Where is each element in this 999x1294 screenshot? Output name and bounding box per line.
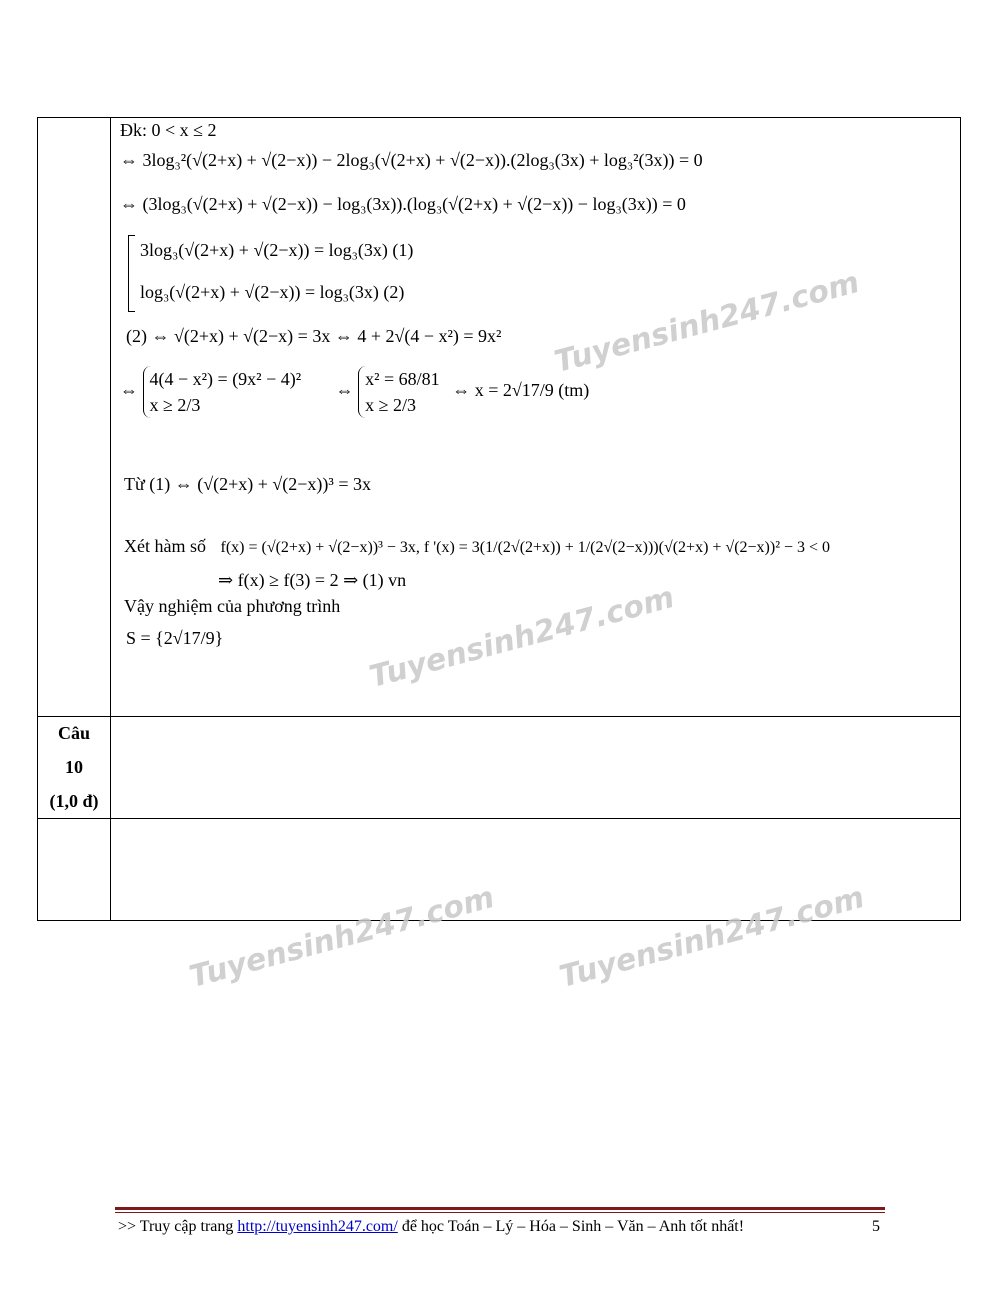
system-2 <box>358 366 440 418</box>
equation-line-4: Từ (1) ⇔ (√(2+x) + √(2−x))³ = 3x <box>124 474 371 494</box>
footer <box>118 1218 744 1236</box>
footer-rule <box>115 1207 885 1210</box>
system-1 <box>143 366 302 418</box>
footer-link[interactable]: http://tuyensinh247.com/ <box>237 1218 398 1235</box>
case-2: log₃(√(2+x) + √(2−x)) = log₃(3x) (2) <box>140 282 405 302</box>
footer-rule <box>115 1212 885 1213</box>
equation-line-2: ⇔ (3log₃(√(2+x) + √(2−x)) − log₃(3x)).(log₃(√(2+x) + √(2−x)) − log₃(3x)) = 0 <box>120 194 686 214</box>
function-definition: f(x) = (√(2+x) + √(2−x))³ − 3x, f '(x) = 3(1/(2√(2+x)) + 1/(2√(2−x)))(√(2+x) + √(2−x))² − 3 < 0 <box>220 539 831 556</box>
watermark: Tuyensinh247.com <box>185 879 499 995</box>
system-2-eq: x² = 68/81 <box>365 369 440 389</box>
watermark: Tuyensinh247.com <box>555 879 869 995</box>
watermark: Tuyensinh247.com <box>550 264 864 380</box>
question-10-label <box>38 716 110 818</box>
watermark: Tuyensinh247.com <box>365 579 679 695</box>
column-divider <box>110 118 111 920</box>
equation-line-6: ⇒ f(x) ≥ f(3) = 2 ⇒ (1) vn <box>218 570 407 590</box>
case-1: 3log₃(√(2+x) + √(2−x)) = log₃(3x) (1) <box>140 240 414 260</box>
question-label: Câu <box>57 723 90 743</box>
function-line <box>124 536 830 557</box>
condition-line: Đk: 0 < x ≤ 2 <box>120 120 217 140</box>
solution-set: S = {2√17/9} <box>126 628 224 648</box>
system-1-cond: x ≥ 2/3 <box>149 395 201 415</box>
row-divider <box>38 818 960 819</box>
row-divider <box>38 716 960 717</box>
conclusion-text: Vậy nghiệm của phương trình <box>124 596 341 616</box>
question-number: 10 <box>65 757 83 777</box>
system-2-cond: x ≥ 2/3 <box>365 395 417 415</box>
question-points: (1,0 đ) <box>49 791 99 811</box>
page-number: 5 <box>872 1218 880 1235</box>
system-line: ⇔ 4(4 − x²) = (9x² − 4)² x ≥ 2/3 ⇔ x² = 68/81 x ≥ 2/3 ⇔ x = 2√17/9 (tm) <box>120 366 589 418</box>
solution-table <box>37 117 961 921</box>
footer-suffix: để học Toán – Lý – Hóa – Sinh – Văn – Anh tốt nhất! <box>397 1218 745 1235</box>
root-result: ⇔ x = 2√17/9 (tm) <box>452 380 590 401</box>
equation-line-3: (2) ⇔ √(2+x) + √(2−x) = 3x ⇔ 4 + 2√(4 − x²) = 9x² <box>126 326 502 346</box>
footer-prefix: >> Truy cập trang <box>118 1218 238 1235</box>
system-1-eq: 4(4 − x²) = (9x² − 4)² <box>149 369 302 389</box>
equation-line-1: ⇔ 3log₃²(√(2+x) + √(2−x)) − 2log₃(√(2+x) + √(2−x)).(2log₃(3x) + log₃²(3x)) = 0 <box>120 150 703 170</box>
case-bracket <box>128 235 135 312</box>
function-label: Xét hàm số <box>124 536 206 556</box>
